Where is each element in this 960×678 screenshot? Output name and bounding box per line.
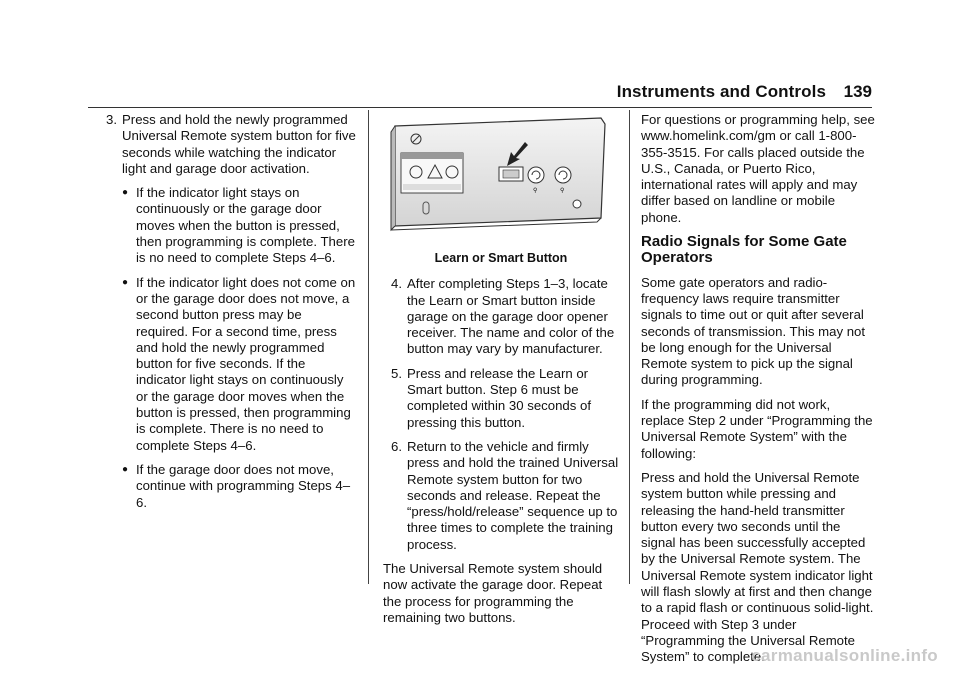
body-paragraph: Press and hold the Universal Remote system button while pressing and releasing the hand-held transmitter button every two seconds until the signal has been successfully accepted by the Universal Remote system. The Universal Remote system indicator light will flash slowly at first and then change to a rapid flash or continuous solid-light. Proceed with Step 3 under “Programming the Universal Remote System” to complete.	[641, 469, 874, 665]
bullet-item	[122, 275, 356, 454]
step-text: Press and release the Learn or Smart button. Step 6 must be completed within 30 seconds of pressing this button.	[407, 365, 592, 430]
closing-paragraph: The Universal Remote system should now activate the garage door. Repeat the process for programming the remaining two buttons.	[383, 561, 603, 625]
section-title: Instruments and Controls	[616, 82, 826, 101]
column-right	[641, 112, 876, 674]
step-number: 6.	[391, 438, 402, 454]
watermark: carmanualsonline.info	[751, 646, 938, 665]
step-text: After completing Steps 1–3, locate the Learn or Smart button inside garage on the garage door opener receiver. The name and color of the button may vary by manufacturer.	[407, 276, 615, 357]
column-divider	[368, 110, 369, 584]
step-number: 3.	[106, 112, 117, 127]
bullet-text: If the indicator light stays on continuously or the garage door moves when the button is pressed, then programming is complete. There is no need to complete Steps 4–6.	[136, 185, 355, 266]
bullet-item	[122, 462, 356, 511]
garage-opener-illustration	[383, 112, 615, 242]
step-number: 4.	[391, 276, 402, 292]
body-paragraph: Some gate operators and radio-frequency laws require transmitter signals to time out or quit after several seconds of transmission. This may not be long enough for the Universal Remote system to pick up the signal during programming.	[641, 274, 866, 388]
column-divider	[629, 110, 630, 584]
section-heading: Radio Signals for Some Gate Operators	[641, 233, 847, 267]
svg-text:⚲: ⚲	[533, 187, 538, 194]
body-paragraph: If the programming did not work, replace Step 2 under “Programming the Universal Remote System” with the following:	[641, 396, 873, 461]
page-number: 139	[843, 82, 872, 101]
step-3	[106, 112, 356, 177]
help-paragraph: For questions or programming help, see www.homelink.com/gm or call 1-800-355-3515. For calls placed outside the U.S., Canada, or Puerto Rico, international rates will apply and may differ based on landline or mobile phone.	[641, 112, 875, 225]
bullet-item	[122, 185, 356, 266]
step-text: Return to the vehicle and firmly press and hold the trained Universal Remote system button for two seconds and release. Repeat the “press/hold/release” sequence up to three times to complete the training process.	[407, 438, 619, 552]
garage-opener-drawing	[383, 112, 615, 242]
header-rule	[88, 107, 872, 108]
bullet-text: If the garage door does not move, continue with programming Steps 4–6.	[136, 461, 351, 510]
bullet-text: If the indicator light does not come on or the garage door does not move, a second button press may be required. For a second time, press and hold the newly programmed button for five seconds. If the indicator light stays on continuously or the garage door moves when the button is pressed, then programming is complete. There is no need to complete Steps 4–6.	[136, 274, 356, 453]
bullet-icon: ●	[122, 463, 129, 475]
svg-text:⚲: ⚲	[560, 187, 565, 194]
step-4	[391, 276, 619, 357]
step-number: 5.	[391, 365, 402, 381]
step-text: Press and hold the newly programmed Universal Remote system button for five seconds while watching the indicator light and garage door activation.	[122, 112, 356, 176]
step-6	[391, 439, 619, 553]
column-middle	[383, 112, 619, 634]
bullet-icon: ●	[122, 187, 129, 199]
column-left	[106, 112, 356, 511]
figure-caption: Learn or Smart Button	[434, 251, 568, 265]
bullet-icon: ●	[122, 276, 129, 288]
step-5	[391, 366, 619, 431]
